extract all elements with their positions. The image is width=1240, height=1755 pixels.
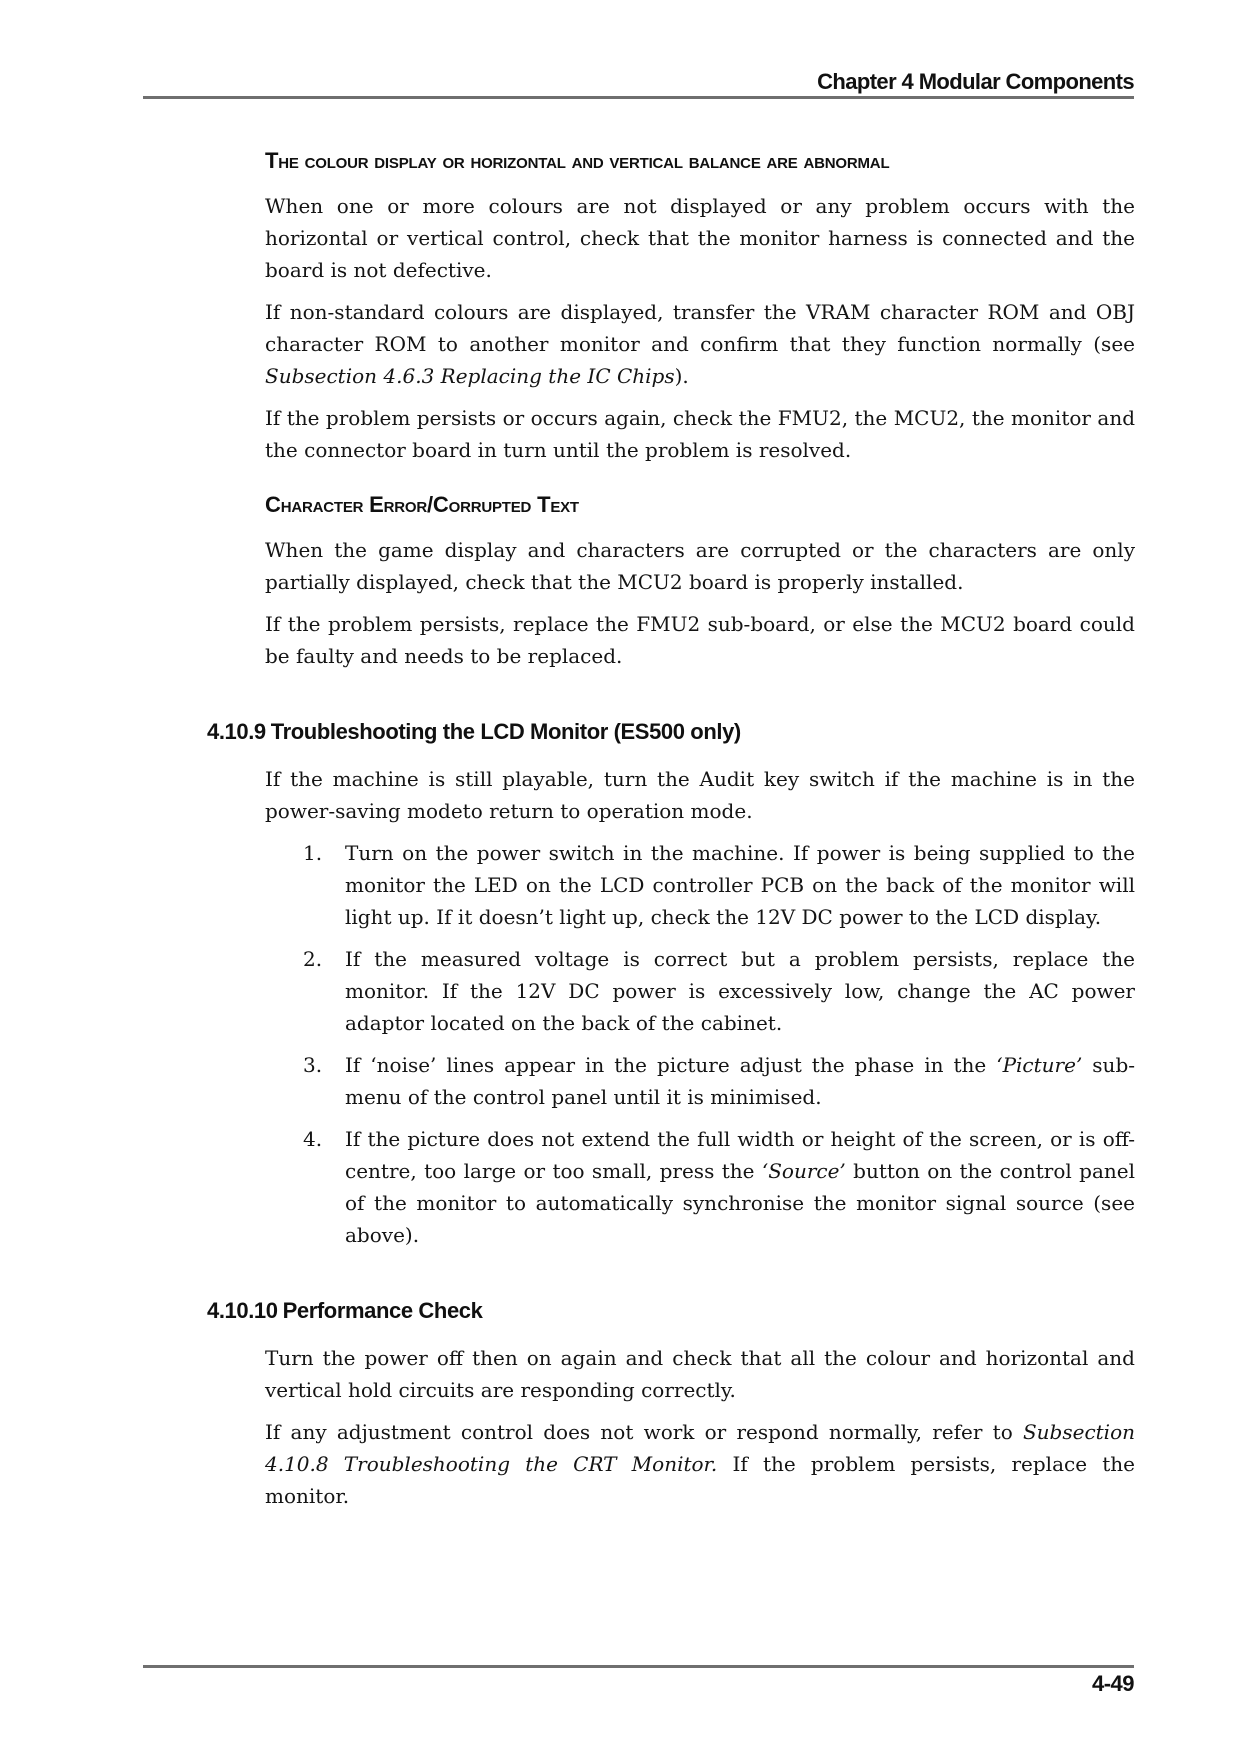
italic-reference: Subsection 4.6.3 Replacing the IC Chips (265, 364, 675, 388)
text-run: If the measured voltage is correct but a problem persists, replace the monitor. If the 12V DC power is excessively low, change the AC power adaptor located on the back of the cabinet. (345, 947, 1135, 1035)
text-run: Turn on the power switch in the machine. If power is being supplied to the monitor the LED on the LCD controller PCB on the back of the monitor will light up. If it doesn’t light up, check the 12V DC power to the LCD display. (345, 841, 1135, 929)
body-paragraph (265, 763, 1135, 827)
list-item-number: 1. (303, 841, 323, 865)
page-header-chapter-title: Chapter 4 Modular Components (817, 69, 1134, 94)
header-rule (143, 96, 1134, 99)
text-run: When the game display and characters are corrupted or the characters are only partially displayed, check that the MCU2 board is properly installed. (265, 538, 1135, 594)
body-paragraph (265, 296, 1135, 392)
text-run: If the problem persists, replace the FMU2 sub-board, or else the MCU2 board could be faulty and needs to be replaced. (265, 612, 1135, 668)
subsection-heading: The colour display or horizontal and vertical balance are abnormal (265, 148, 890, 173)
section-heading (207, 1297, 1135, 1325)
text-run: button on the control panel of the monitor to automatically synchronise the monitor signal source (see above). (345, 1159, 1135, 1247)
page-number: 4-49 (1091, 1671, 1134, 1696)
body-paragraph (265, 402, 1135, 466)
body-paragraph (265, 1416, 1135, 1512)
numbered-list-item (265, 837, 1135, 933)
body-paragraph (265, 608, 1135, 672)
list-item-number: 3. (303, 1053, 323, 1077)
section-title: Performance Check (282, 1298, 483, 1323)
italic-reference: ‘Source’ (761, 1159, 846, 1183)
section-title: Troubleshooting the LCD Monitor (ES500 only) (270, 719, 741, 744)
italic-reference: ‘Picture’ (996, 1053, 1083, 1077)
italic-reference: Subsection 4.10.8 Troubleshooting the CRT Monitor. (265, 1420, 1135, 1476)
list-item-number: 4. (303, 1127, 323, 1151)
text-run: If ‘noise’ lines appear in the picture adjust the phase in the (345, 1053, 997, 1077)
text-run: If the machine is still playable, turn the Audit key switch if the machine is in the power-saving modeto return to operation mode. (265, 767, 1135, 823)
text-run: If the problem persists, replace the monitor. (265, 1452, 1135, 1508)
text-run: Turn the power off then on again and check that all the colour and horizontal and vertical hold circuits are responding correctly. (265, 1346, 1135, 1402)
document-body (207, 148, 1136, 1522)
body-paragraph (265, 534, 1135, 598)
subsection-heading: Character Error/Corrupted Text (265, 492, 579, 517)
text-run: If the problem persists or occurs again, check the FMU2, the MCU2, the monitor and the connector board in turn until the problem is resolved. (265, 406, 1135, 462)
section-number: 4.10.10 (207, 1298, 278, 1323)
numbered-list-item (265, 943, 1135, 1039)
list-item-number: 2. (303, 947, 323, 971)
text-run: sub-menu of the control panel until it is minimised. (345, 1053, 1136, 1109)
body-paragraph (265, 190, 1135, 286)
numbered-list-item (265, 1049, 1135, 1113)
section-number: 4.10.9 (207, 719, 266, 744)
text-run: If the picture does not extend the full width or height of the screen, or is off-centre, too large or too small, press the (345, 1127, 1135, 1183)
body-paragraph (265, 1342, 1135, 1406)
text-run: When one or more colours are not displayed or any problem occurs with the horizontal or vertical control, check that the monitor harness is connected and the board is not defective. (265, 194, 1135, 282)
text-run: ). (674, 364, 689, 388)
footer-rule (143, 1665, 1134, 1668)
text-run: If any adjustment control does not work or respond normally, refer to (265, 1420, 1023, 1444)
numbered-list-item (265, 1123, 1135, 1251)
section-heading (207, 718, 1135, 746)
text-run: If non-standard colours are displayed, transfer the VRAM character ROM and OBJ character ROM to another monitor and confirm that they function normally (see (265, 300, 1135, 356)
